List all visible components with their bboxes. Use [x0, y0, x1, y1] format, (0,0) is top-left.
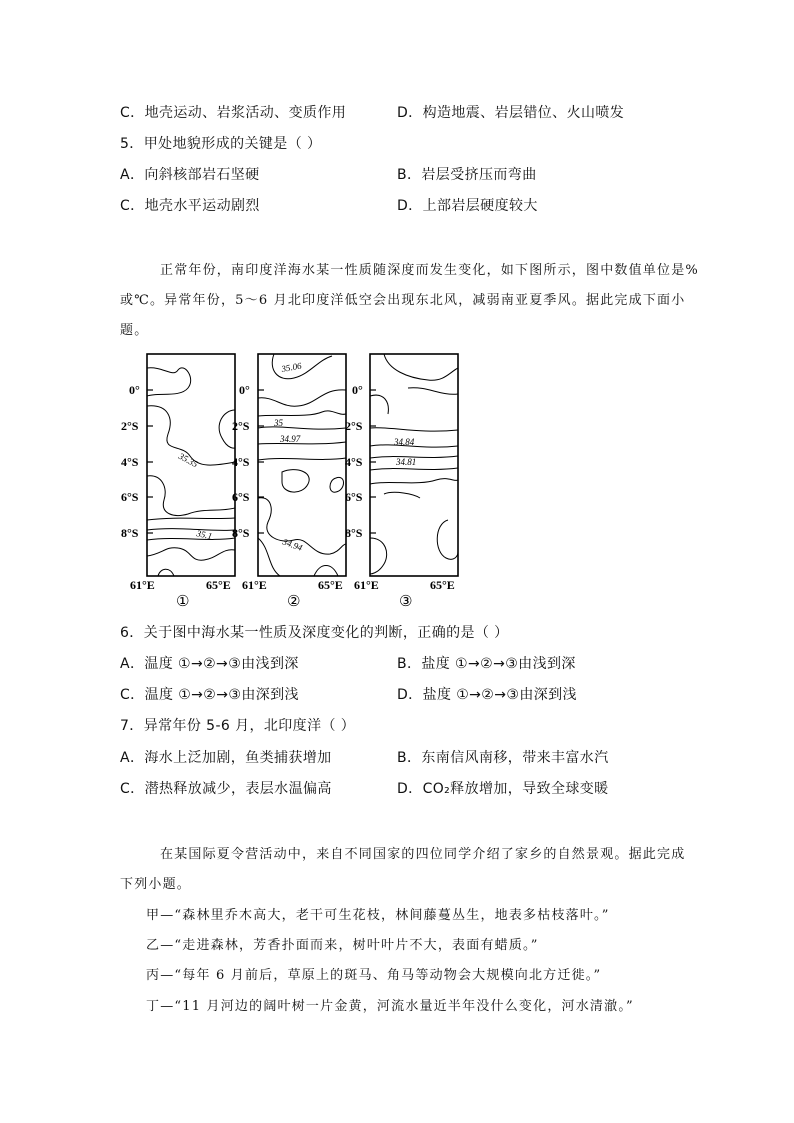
intro1-line1: 正常年份，南印度洋海水某一性质随深度而发生变化，如下图所示，图中数值单位是% [160, 263, 699, 278]
x-label-65e-p1: 65°E [206, 578, 231, 592]
y-tick-8s-p3: 8°S [345, 526, 363, 540]
y-tick-8s-p2: 8°S [232, 526, 250, 540]
intro2-yi: 乙—“走进森林，芳香扑面而来，树叶叶片不大，表面有蜡质。” [146, 938, 539, 953]
contour-svg [118, 348, 468, 616]
iso-label-35-06: 35.06 [280, 360, 303, 374]
q7-option-c: C．潜热释放减少，表层水温偏高 [120, 781, 332, 797]
contour-figure [118, 348, 468, 616]
y-tick-6s-p2: 6°S [232, 490, 250, 504]
iso-label-35: 35 [274, 418, 283, 428]
q6-option-a: A．温度 ①→②→③由浅到深 [120, 656, 299, 672]
q6-stem: 6．关于图中海水某一性质及深度变化的判断，正确的是（ ） [120, 625, 509, 641]
panel-1-isoline-labels [176, 450, 213, 541]
q6-option-b: B．盐度 ①→②→③由浅到深 [397, 656, 576, 672]
q7-option-d: D．CO₂释放增加，导致全球变暖 [397, 781, 609, 797]
q7-option-b: B．东南信风南移，带来丰富水汽 [397, 750, 609, 766]
y-tick-2s: 2°S [121, 419, 139, 433]
q6-option-c: C．温度 ①→②→③由深到浅 [120, 687, 299, 703]
q5-option-d: D．上部岩层硬度较大 [397, 198, 538, 214]
y-tick-4s-p3: 4°S [345, 455, 363, 469]
panel-label-2: ② [287, 592, 301, 610]
q5-option-c: C．地壳水平运动剧烈 [120, 198, 260, 214]
intro2-bing: 丙—“每年 6 月前后，草原上的斑马、角马等动物会大规模向北方迁徙。” [146, 968, 602, 983]
x-label-61e-p3: 61°E [354, 578, 379, 592]
panel-label-1: ① [176, 592, 190, 610]
intro1-line2: 或℃。异常年份，5～6 月北印度洋低空会出现东北风，减弱南亚夏季风。据此完成下面小 [120, 293, 686, 308]
intro2-line2: 下列小题。 [120, 877, 192, 892]
y-tick-2s-p2: 2°S [232, 419, 250, 433]
prev-option-d: D．构造地震、岩层错位、火山喷发 [397, 105, 625, 121]
y-tick-6s: 6°S [121, 490, 139, 504]
panel-numbers [176, 592, 412, 610]
iso-label-34-81: 34.81 [396, 457, 417, 467]
q5-option-a: A．向斜核部岩石坚硬 [120, 167, 260, 183]
y-tick-0: 0° [129, 383, 140, 397]
iso-label-34-97: 34.97 [280, 434, 301, 444]
q7-stem: 7．异常年份 5-6 月，北印度洋（ ） [120, 718, 356, 734]
q5-stem: 5．甲处地貌形成的关键是（ ） [120, 136, 322, 152]
q6-option-d: D．盐度 ①→②→③由深到浅 [397, 687, 577, 703]
x-label-65e-p3: 65°E [430, 578, 455, 592]
y-tick-0-p2: 0° [239, 383, 250, 397]
y-tick-2s-p3: 2°S [345, 419, 363, 433]
iso-label-35-1: 35.1 [195, 528, 214, 542]
iso-label-34-94: 34.94 [281, 536, 304, 553]
x-axis-labels [130, 578, 455, 592]
intro2-ding: 丁—“11 月河边的阔叶树一片金黄，河流水量近半年没什么变化，河水清澈。” [146, 999, 634, 1014]
x-label-61e-p2: 61°E [242, 578, 267, 592]
intro1-line3: 题。 [120, 323, 149, 338]
y-tick-6s-p3: 6°S [345, 490, 363, 504]
y-tick-8s: 8°S [121, 526, 139, 540]
x-label-61e-p1: 61°E [130, 578, 155, 592]
y-tick-0-p3: 0° [352, 383, 363, 397]
iso-label-35-35: 35.35 [177, 450, 200, 470]
q5-option-b: B．岩层受挤压而弯曲 [397, 167, 537, 183]
y-tick-4s: 4°S [121, 455, 139, 469]
intro2-line1: 在某国际夏令营活动中，来自不同国家的四位同学介绍了家乡的自然景观。据此完成 [160, 847, 686, 862]
q7-option-a: A．海水上泛加剧，鱼类捕获增加 [120, 750, 332, 766]
panel-2-isoline-labels [273, 361, 304, 553]
x-label-65e-p2: 65°E [318, 578, 343, 592]
panel-1-contours [147, 368, 235, 576]
panel-label-3: ③ [399, 592, 413, 610]
iso-label-34-84: 34.84 [394, 437, 415, 447]
panel-3-isoline-labels [393, 437, 416, 467]
y-tick-4s-p2: 4°S [232, 455, 250, 469]
intro2-jia: 甲—“森林里乔木高大，老干可生花枝，林间藤蔓丛生，地表多枯枝落叶。” [146, 908, 610, 923]
prev-option-c: C．地壳运动、岩浆活动、变质作用 [120, 105, 347, 121]
